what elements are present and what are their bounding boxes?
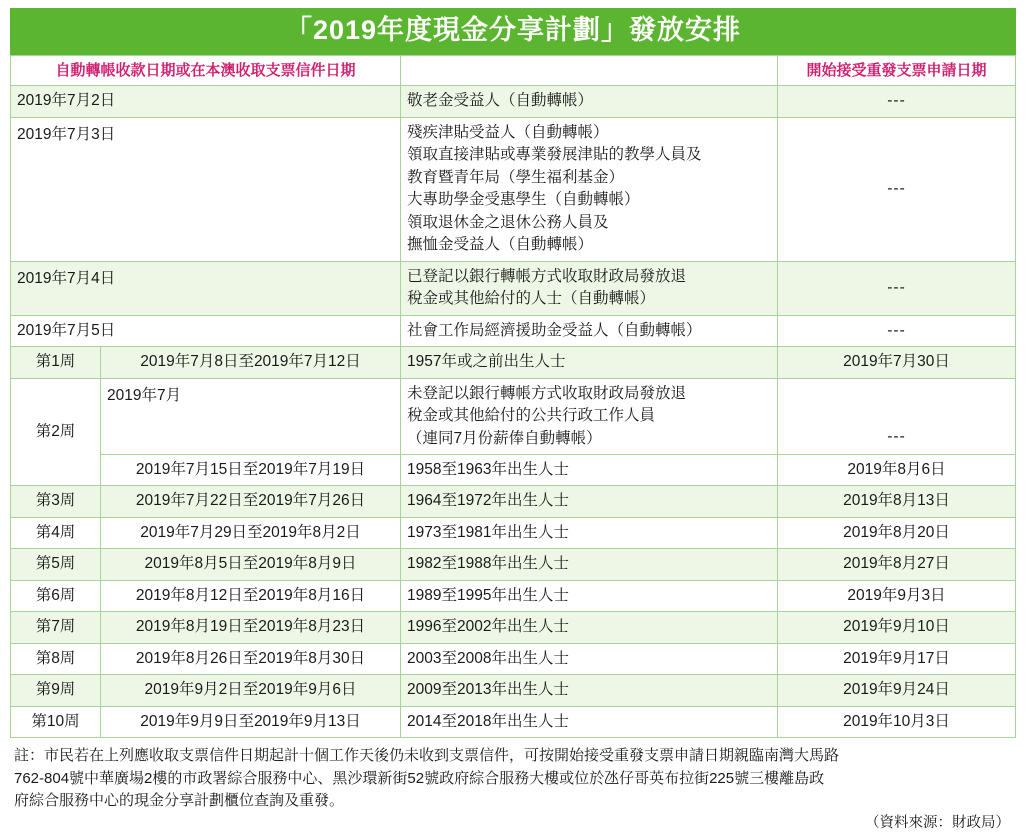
cell-reissue: 2019年8月13日 bbox=[778, 486, 1016, 517]
cell-reissue: 2019年10月3日 bbox=[778, 706, 1016, 737]
cell-reissue: 2019年8月27日 bbox=[778, 549, 1016, 580]
cell-desc bbox=[401, 706, 778, 737]
schedule-table bbox=[10, 55, 1016, 739]
cell-date: 2019年7月3日 bbox=[11, 117, 401, 261]
desc-line: 教育暨青年局（學生福利基金） bbox=[407, 168, 625, 186]
table-row bbox=[11, 261, 1016, 315]
desc-line: 社會工作局經濟援助金受益人（自動轉帳） bbox=[407, 321, 702, 339]
cell-date: 2019年7月2日 bbox=[11, 86, 401, 117]
table-header-row bbox=[11, 55, 1016, 86]
desc-line: 大專助學金受惠學生（自動轉帳） bbox=[407, 191, 640, 209]
cell-reissue: 2019年8月6日 bbox=[778, 455, 1016, 486]
cell-date: 2019年7月 bbox=[101, 378, 401, 454]
cell-desc bbox=[401, 486, 778, 517]
table-row bbox=[11, 675, 1016, 706]
cell-date: 2019年7月4日 bbox=[11, 261, 401, 315]
cell-reissue: 2019年9月10日 bbox=[778, 612, 1016, 643]
footnote-line: 府綜合服務中心的現金分享計劃櫃位查詢及重發。 bbox=[14, 792, 345, 810]
cell-desc bbox=[401, 675, 778, 706]
column-header-date: 自動轉帳收款日期或在本澳收取支票信件日期 bbox=[11, 55, 401, 86]
cell-reissue: --- bbox=[778, 315, 1016, 346]
desc-line: 1958至1963年出生人士 bbox=[407, 461, 569, 478]
cell-desc bbox=[401, 643, 778, 674]
desc-line: 2003至2008年出生人士 bbox=[407, 649, 569, 667]
footnote bbox=[10, 738, 1016, 813]
desc-line: 撫恤金受益人（自動轉帳） bbox=[407, 236, 594, 254]
cell-reissue: --- bbox=[778, 117, 1016, 261]
table-row bbox=[11, 86, 1016, 117]
page-title: 「2019年度現金分享計劃」發放安排 bbox=[10, 8, 1016, 55]
cell-week: 第8周 bbox=[11, 643, 101, 674]
table-row bbox=[11, 706, 1016, 737]
desc-line: 1982至1988年出生人士 bbox=[407, 555, 569, 573]
cell-reissue: 2019年9月17日 bbox=[778, 643, 1016, 674]
desc-line: 已登記以銀行轉帳方式收取財政局發放退 bbox=[407, 267, 687, 285]
cell-week: 第2周 bbox=[11, 378, 101, 486]
cell-desc bbox=[401, 86, 778, 117]
table-row bbox=[11, 486, 1016, 517]
desc-line: 1973至1981年出生人士 bbox=[407, 523, 569, 541]
cell-week: 第6周 bbox=[11, 580, 101, 611]
cell-week: 第7周 bbox=[11, 612, 101, 643]
desc-line: 領取退休金之退休公務人員及 bbox=[407, 213, 609, 231]
cell-reissue: --- bbox=[778, 261, 1016, 315]
desc-line: 1989至1995年出生人士 bbox=[407, 586, 569, 604]
footnote-line: 註：市民若在上列應收取支票信件日期起計十個工作天後仍未收到支票信件，可按開始接受重發支票申請日期親臨南灣大馬路 bbox=[14, 747, 840, 765]
table-row bbox=[11, 643, 1016, 674]
desc-line: 殘疾津貼受益人（自動轉帳） bbox=[407, 123, 609, 141]
table-row bbox=[11, 612, 1016, 643]
cell-desc bbox=[401, 580, 778, 611]
table-row bbox=[11, 455, 1016, 486]
cell-desc bbox=[401, 347, 778, 378]
cell-desc bbox=[401, 549, 778, 580]
cell-reissue: 2019年7月30日 bbox=[778, 347, 1016, 378]
cell-reissue: --- bbox=[778, 86, 1016, 117]
cell-week: 第3周 bbox=[11, 486, 101, 517]
table-row bbox=[11, 580, 1016, 611]
column-header-desc bbox=[401, 55, 778, 86]
cell-desc bbox=[401, 517, 778, 548]
desc-line: 1964至1972年出生人士 bbox=[407, 492, 569, 510]
desc-line: 敬老金受益人（自動轉帳） bbox=[407, 92, 594, 110]
cell-week: 第10周 bbox=[11, 706, 101, 737]
cell-week: 第4周 bbox=[11, 517, 101, 548]
cell-date: 2019年7月5日 bbox=[11, 315, 401, 346]
footnote-line: 762-804號中華廣場2樓的市政署綜合服務中心、黑沙環新街52號政府綜合服務大樓或位於氹仔哥英布拉街225號三樓離島政 bbox=[14, 769, 825, 787]
cell-date: 2019年7月29日至2019年8月2日 bbox=[101, 517, 401, 548]
cell-date: 2019年9月9日至2019年9月13日 bbox=[101, 706, 401, 737]
desc-line: 2014至2018年出生人士 bbox=[407, 712, 569, 730]
cell-reissue: 2019年8月20日 bbox=[778, 517, 1016, 548]
table-row bbox=[11, 117, 1016, 261]
desc-line: 2009至2013年出生人士 bbox=[407, 681, 569, 699]
desc-line: （連同7月份薪俸自動轉帳） bbox=[407, 429, 602, 447]
desc-line: 稅金或其他給付的人士（自動轉帳） bbox=[407, 290, 656, 308]
cell-date: 2019年7月8日至2019年7月12日 bbox=[101, 347, 401, 378]
desc-line: 領取直接津貼或專業發展津貼的教學人員及 bbox=[407, 146, 702, 164]
cell-reissue: 2019年9月24日 bbox=[778, 675, 1016, 706]
table-row bbox=[11, 517, 1016, 548]
cell-desc bbox=[401, 315, 778, 346]
cell-week: 第9周 bbox=[11, 675, 101, 706]
desc-line: 1996至2002年出生人士 bbox=[407, 618, 569, 636]
cell-date: 2019年7月15日至2019年7月19日 bbox=[101, 455, 401, 486]
cell-date: 2019年8月5日至2019年8月9日 bbox=[101, 549, 401, 580]
table-row bbox=[11, 347, 1016, 378]
table-row bbox=[11, 315, 1016, 346]
cell-week: 第5周 bbox=[11, 549, 101, 580]
cell-date: 2019年8月12日至2019年8月16日 bbox=[101, 580, 401, 611]
table-row bbox=[11, 549, 1016, 580]
table-row bbox=[11, 378, 1016, 454]
cell-reissue: 2019年9月3日 bbox=[778, 580, 1016, 611]
cell-desc bbox=[401, 378, 778, 454]
desc-line: 1957年或之前出生人士 bbox=[407, 353, 566, 371]
desc-line: 未登記以銀行轉帳方式收取財政局發放退 bbox=[407, 384, 687, 402]
cell-date: 2019年8月19日至2019年8月23日 bbox=[101, 612, 401, 643]
cell-desc bbox=[401, 261, 778, 315]
source-credit: （資料來源：財政局） bbox=[865, 814, 1010, 831]
cell-week: 第1周 bbox=[11, 347, 101, 378]
cell-desc bbox=[401, 117, 778, 261]
cell-date: 2019年8月26日至2019年8月30日 bbox=[101, 643, 401, 674]
column-header-reissue: 開始接受重發支票申請日期 bbox=[778, 55, 1016, 86]
cell-date: 2019年9月2日至2019年9月6日 bbox=[101, 675, 401, 706]
cell-date: 2019年7月22日至2019年7月26日 bbox=[101, 486, 401, 517]
cell-desc bbox=[401, 455, 778, 486]
cell-reissue: --- bbox=[778, 378, 1016, 454]
desc-line: 稅金或其他給付的公共行政工作人員 bbox=[407, 407, 656, 425]
cell-desc bbox=[401, 612, 778, 643]
